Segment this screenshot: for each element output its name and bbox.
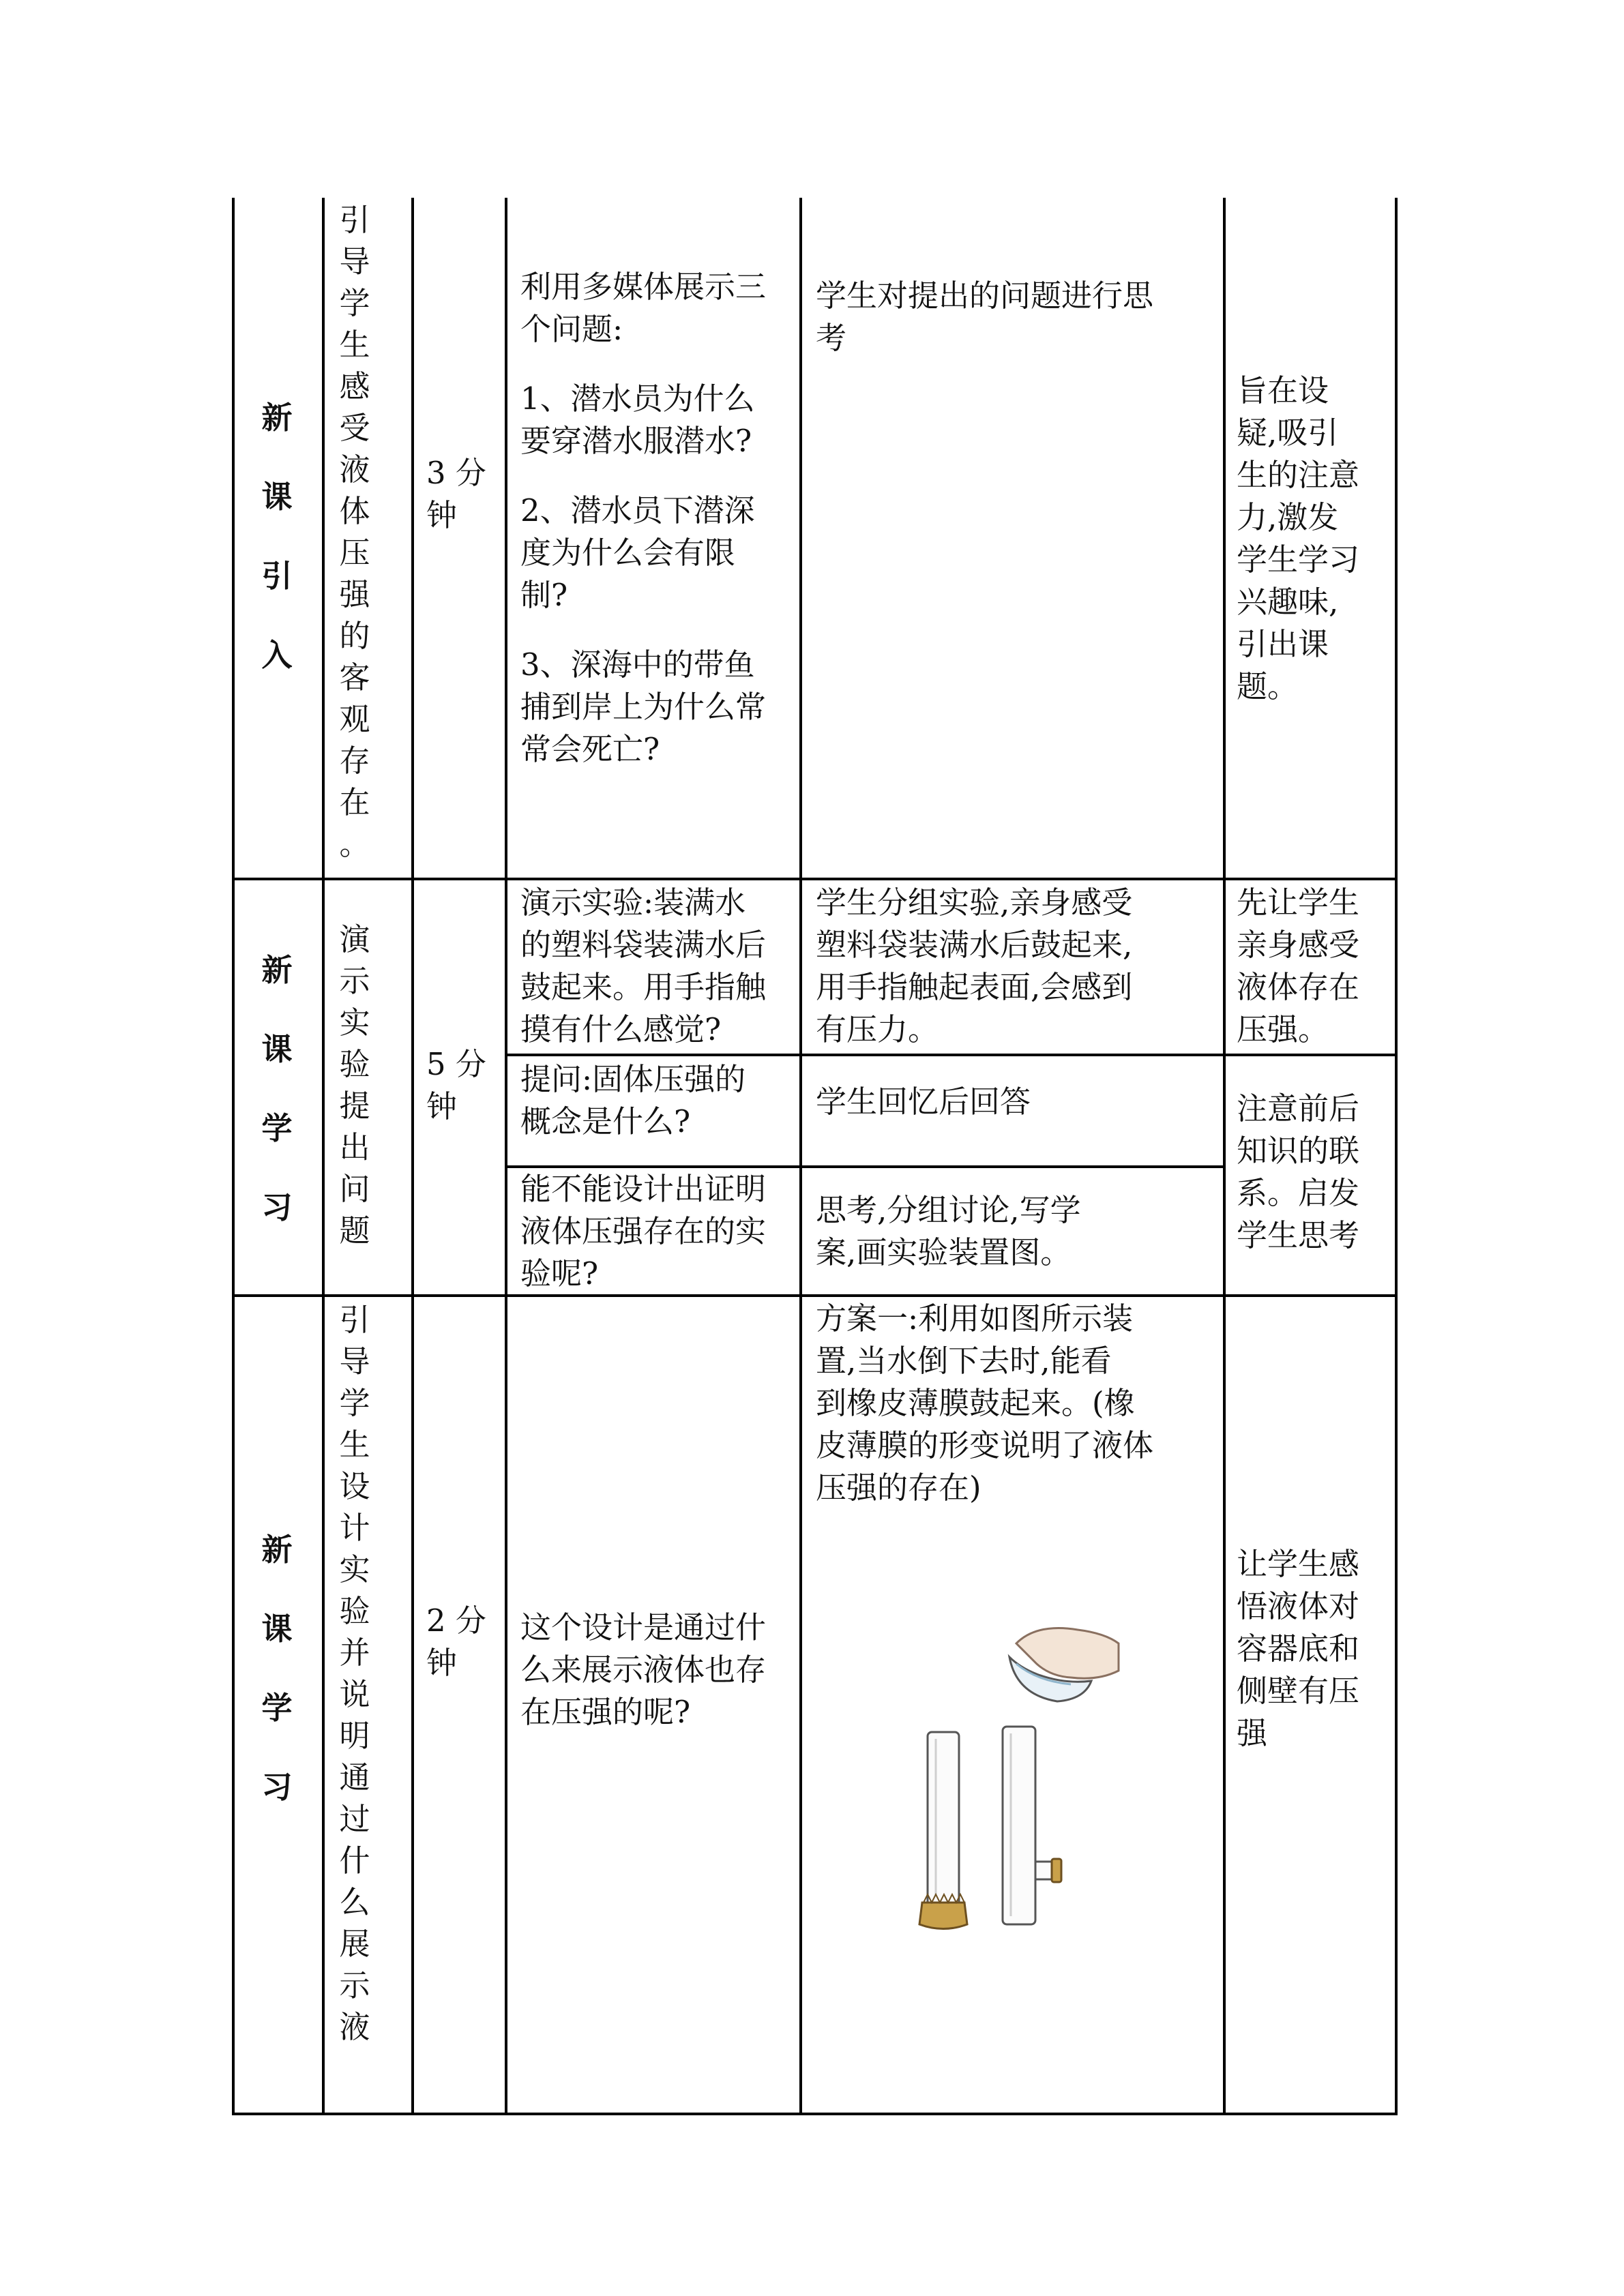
text-line: 亲身感受: [1237, 927, 1360, 963]
activity-char: 问: [339, 1171, 370, 1207]
text-line: 悟液体对: [1237, 1588, 1360, 1624]
text-line: 疑,吸引: [1237, 415, 1339, 451]
table-col-divider: [799, 198, 802, 2115]
line-gap: [520, 616, 793, 644]
table-col-divider: [411, 198, 414, 2115]
activity-char: 存: [339, 743, 370, 779]
activity-char: 实: [339, 1551, 370, 1587]
stage-char: 新: [261, 400, 293, 436]
activity-char: 液: [339, 2009, 370, 2045]
table-border-right: [1395, 198, 1398, 2115]
activity-char: 。: [339, 826, 370, 862]
teacher-cell: [520, 1168, 793, 1295]
text-line: 考: [816, 320, 847, 356]
text-line: 思考,分组讨论,写学: [816, 1192, 1081, 1228]
stage-char: 习: [261, 1189, 293, 1225]
text-line: 皮薄膜的形变说明了液体: [816, 1427, 1154, 1463]
intent-cell: [1237, 370, 1387, 708]
activity-char: 生: [339, 327, 370, 363]
text-line: 提问:固体压强的: [520, 1061, 746, 1097]
activity-char: 并: [339, 1635, 370, 1671]
text-line: 捕到岸上为什么常: [520, 689, 767, 725]
time-cell: [426, 1043, 494, 1128]
table-border-left: [232, 198, 235, 2115]
activity-char: 在: [339, 784, 370, 820]
text-line: 个问题:: [520, 311, 623, 347]
text-line: 塑料袋装满水后鼓起来,: [816, 927, 1133, 963]
row-divider: [232, 878, 1398, 880]
intent-cell: [1237, 1088, 1387, 1257]
activity-char: 学: [339, 1385, 370, 1421]
activity-char: 验: [339, 1593, 370, 1629]
activity-char: 计: [339, 1510, 370, 1546]
teacher-cell: [520, 266, 793, 771]
text-line: 用手指触起表面,会感到: [816, 969, 1133, 1005]
activity-char: 题: [339, 1212, 370, 1249]
student-cell: [816, 275, 1211, 359]
activity-char: 液: [339, 451, 370, 488]
line-gap: [520, 462, 793, 490]
activity-char: 过: [339, 1801, 370, 1837]
text-line: 液体存在: [1237, 969, 1360, 1005]
tube-bottom-membrane-icon: [919, 1732, 967, 1929]
table-col-divider: [322, 198, 325, 2115]
stage-label: [256, 1510, 297, 1827]
text-line: 题。: [1237, 668, 1299, 704]
activity-label: [334, 1299, 375, 2048]
activity-char: 的: [339, 618, 370, 654]
time-cell: [426, 452, 494, 537]
text-line: 置,当水倒下去时,能看: [816, 1343, 1112, 1379]
activity-char: 通: [339, 1759, 370, 1795]
stage-char: 引: [261, 558, 293, 594]
activity-char: 示: [339, 1967, 370, 2003]
line-gap: [520, 351, 793, 378]
experiment-apparatus-illustration: [900, 1616, 1125, 1937]
intent-cell: [1237, 1543, 1387, 1755]
activity-char: 么: [339, 1884, 370, 1920]
time-text: 5 分钟: [426, 1046, 486, 1124]
activity-char: 生: [339, 1427, 370, 1463]
text-line: 学生回忆后回答: [816, 1084, 1031, 1120]
tube-side-membrane-icon: [1003, 1727, 1061, 1924]
text-line: 兴趣味,: [1237, 584, 1339, 620]
text-line: 概念是什么?: [520, 1103, 691, 1139]
text-line: 力,激发: [1237, 499, 1339, 535]
time-text: 2 分钟: [426, 1602, 486, 1681]
stage-char: 入: [261, 637, 293, 673]
stage-char: 学: [261, 1110, 293, 1146]
text-line: 能不能设计出证明: [520, 1171, 767, 1207]
text-line: 1、潜水员为什么: [520, 381, 755, 417]
pouring-bowl-icon: [1009, 1628, 1119, 1702]
text-line: 知识的联: [1237, 1133, 1360, 1169]
text-line: 验呢?: [520, 1255, 599, 1292]
text-line: 容器底和: [1237, 1630, 1360, 1667]
activity-char: 感: [339, 368, 370, 404]
time-text: 3 分钟: [426, 455, 486, 533]
text-line: 压强。: [1237, 1011, 1329, 1047]
text-line: 利用多媒体展示三: [520, 269, 767, 305]
text-line: 学生分组实验,亲身感受: [816, 884, 1133, 921]
text-line: 引出课: [1237, 626, 1329, 662]
text-line: 常会死亡?: [520, 731, 660, 767]
text-line: 学生思考: [1237, 1217, 1360, 1253]
stage-char: 课: [261, 1611, 293, 1647]
stage-label: [256, 378, 297, 695]
activity-char: 验: [339, 1046, 370, 1082]
activity-char: 体: [339, 493, 370, 529]
activity-char: 说: [339, 1676, 370, 1712]
text-line: 3、深海中的带鱼: [520, 646, 755, 683]
text-line: 演示实验:装满水: [520, 884, 746, 921]
text-line: 的塑料袋装满水后: [520, 927, 767, 963]
activity-char: 示: [339, 963, 370, 999]
activity-char: 明: [339, 1718, 370, 1754]
stage-char: 新: [261, 952, 293, 988]
teacher-cell: [520, 1058, 793, 1143]
activity-char: 实: [339, 1004, 370, 1041]
text-line: 这个设计是通过什: [520, 1609, 767, 1645]
student-cell: [816, 1081, 1211, 1123]
text-line: 系。启发: [1237, 1175, 1360, 1211]
text-line: 旨在设: [1237, 372, 1329, 408]
text-line: 么来展示液体也存: [520, 1652, 767, 1688]
text-line: 液体压强存在的实: [520, 1213, 767, 1249]
text-line: 强: [1237, 1715, 1268, 1751]
text-line: 学生对提出的问题进行思: [816, 278, 1154, 314]
stage-char: 课: [261, 1031, 293, 1067]
text-line: 注意前后: [1237, 1090, 1360, 1127]
activity-char: 引: [339, 202, 370, 238]
activity-char: 引: [339, 1302, 370, 1338]
activity-label: [334, 919, 375, 1251]
text-line: 在压强的呢?: [520, 1694, 691, 1730]
text-line: 鼓起来。用手指触: [520, 969, 767, 1005]
text-line: 2、潜水员下潜深: [520, 492, 755, 528]
text-line: 压强的存在): [816, 1470, 981, 1506]
text-line: 学生学习: [1237, 541, 1360, 578]
intent-cell: [1237, 882, 1387, 1051]
text-line: 先让学生: [1237, 884, 1360, 921]
text-line: 方案一:利用如图所示装: [816, 1300, 1134, 1337]
table-col-divider: [505, 198, 507, 2115]
text-line: 要穿潜水服潜水?: [520, 423, 752, 459]
stage-char: 习: [261, 1769, 293, 1805]
activity-char: 提: [339, 1088, 370, 1124]
table-border-bottom: [232, 2113, 1398, 2115]
text-line: 案,画实验装置图。: [816, 1234, 1072, 1270]
teacher-cell: [520, 882, 793, 1051]
activity-char: 设: [339, 1468, 370, 1504]
activity-char: 演: [339, 921, 370, 957]
stage-char: 新: [261, 1532, 293, 1568]
text-line: 侧壁有压: [1237, 1673, 1360, 1709]
activity-char: 受: [339, 410, 370, 446]
text-line: 度为什么会有限: [520, 535, 736, 571]
time-cell: [426, 1600, 494, 1684]
student-cell: [816, 1189, 1211, 1274]
activity-char: 展: [339, 1926, 370, 1962]
text-line: 生的注意: [1237, 457, 1360, 493]
text-line: 让学生感: [1237, 1546, 1360, 1582]
text-line: 有压力。: [816, 1011, 939, 1047]
activity-char: 学: [339, 285, 370, 321]
activity-char: 强: [339, 576, 370, 612]
stage-char: 课: [261, 479, 293, 515]
subrow-divider: [505, 1054, 1398, 1056]
text-line: 制?: [520, 577, 568, 613]
activity-char: 客: [339, 659, 370, 696]
activity-label: [334, 199, 375, 865]
text-line: 到橡皮薄膜鼓起来。(橡: [816, 1385, 1135, 1421]
activity-char: 压: [339, 535, 370, 571]
activity-char: 出: [339, 1129, 370, 1165]
student-cell: [816, 882, 1211, 1051]
stage-char: 学: [261, 1690, 293, 1726]
student-cell: [816, 1298, 1211, 1509]
table-col-divider: [1223, 198, 1226, 2115]
teacher-cell: [520, 1607, 793, 1733]
row-divider: [232, 1294, 1398, 1297]
text-line: 摸有什么感觉?: [520, 1011, 722, 1047]
activity-char: 导: [339, 1343, 370, 1380]
stage-label: [256, 931, 297, 1247]
activity-char: 观: [339, 701, 370, 737]
activity-char: 导: [339, 243, 370, 280]
activity-char: 什: [339, 1843, 370, 1879]
